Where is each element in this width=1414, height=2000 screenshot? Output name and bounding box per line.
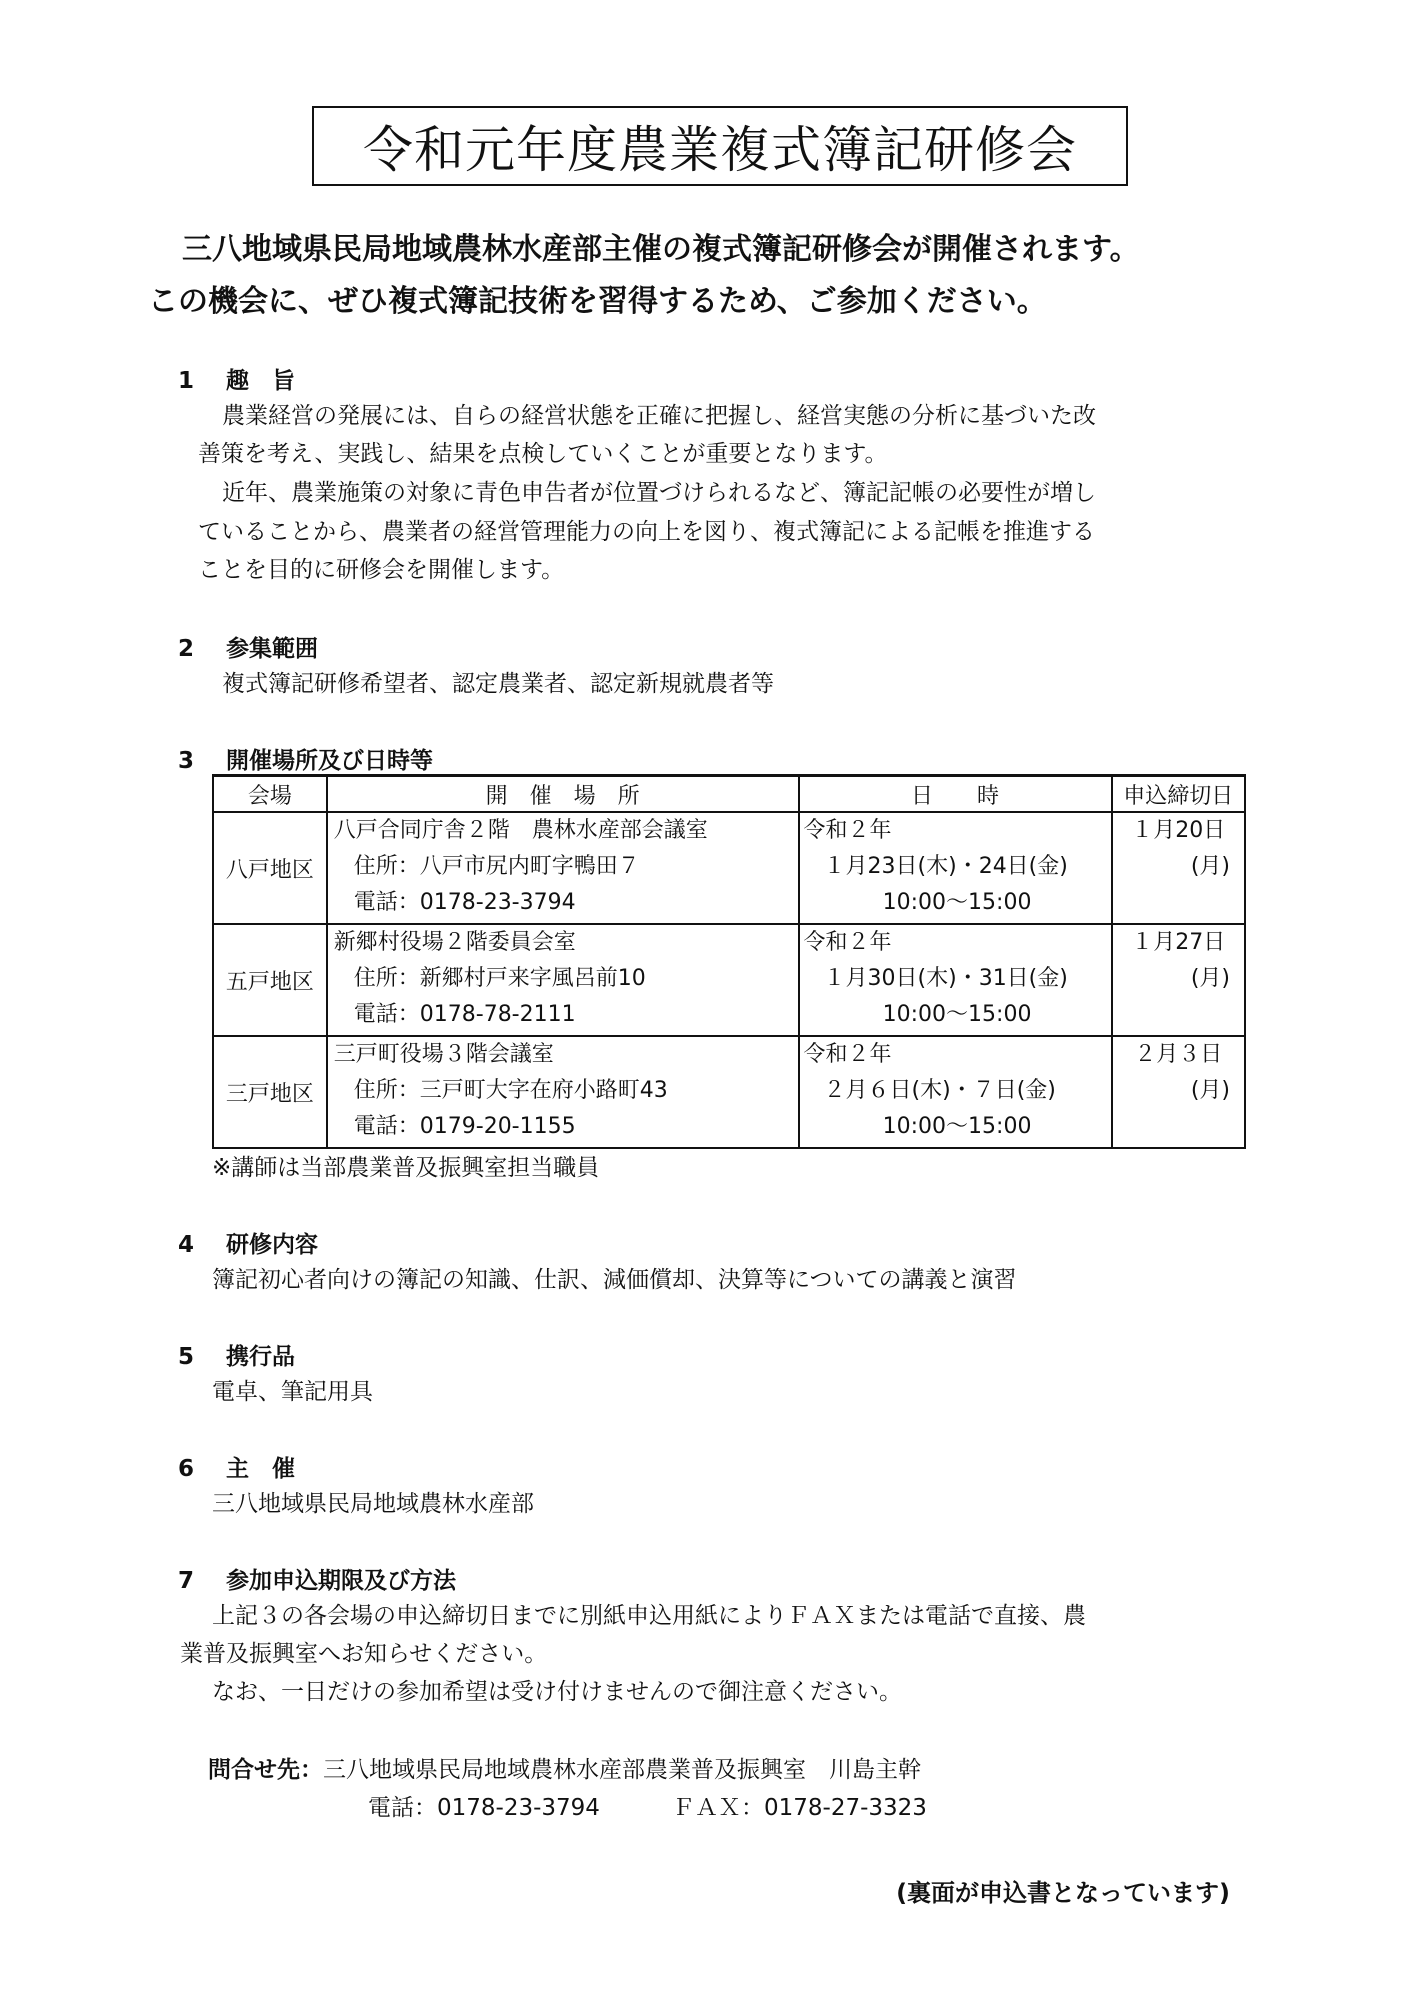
date-days: ２月６日(木)・７日(金) <box>823 1078 1056 1103</box>
date-cell <box>799 812 1112 924</box>
section-3-heading <box>178 742 433 775</box>
place-address: 住所：三戸町大字在府小路町43 <box>353 1078 668 1103</box>
section-1-line-3: 近年、農業施策の対象に青色申告者が位置づけられるなど、簿記記帳の必要性が増し <box>222 480 1096 506</box>
section-7-line-2: 業普及振興室へお知らせください。 <box>180 1641 548 1667</box>
section-title: 主 催 <box>226 1456 295 1482</box>
section-6-text: 三八地域県民局地域農林水産部 <box>212 1491 534 1517</box>
deadline-date: １月27日 <box>1131 930 1226 955</box>
title-box <box>312 106 1128 186</box>
place-phone: 電話：0178-23-3794 <box>353 890 576 915</box>
section-6-heading <box>178 1450 295 1483</box>
section-7-heading <box>178 1562 456 1595</box>
deadline-cell <box>1112 1036 1245 1148</box>
area-cell: 八戸地区 <box>213 812 327 924</box>
section-number: 7 <box>178 1568 195 1594</box>
section-title: 研修内容 <box>226 1232 318 1258</box>
header-deadline: 申込締切日 <box>1112 776 1245 813</box>
section-number: 4 <box>178 1232 195 1258</box>
place-address: 住所：八戸市尻内町字鴨田７ <box>353 854 640 879</box>
deadline-weekday: (月) <box>1190 1078 1230 1103</box>
area-cell: 三戸地区 <box>213 1036 327 1148</box>
section-1-line-5: ことを目的に研修会を開催します。 <box>198 557 565 583</box>
intro-line-1: 三八地域県民局地域農林水産部主催の複式簿記研修会が開催されます。 <box>182 232 1140 267</box>
place-address: 住所：新郷村戸来字風呂前10 <box>353 966 646 991</box>
section-1-line-2: 善策を考え、実践し、結果を点検していくことが重要となります。 <box>198 441 888 467</box>
header-datetime: 日 時 <box>799 776 1112 813</box>
section-1-line-1: 農業経営の発展には、自らの経営状態を正確に把握し、経営実態の分析に基づいた改 <box>222 403 1096 429</box>
deadline-cell <box>1112 812 1245 924</box>
table-header-row <box>213 776 1245 813</box>
area-cell: 五戸地区 <box>213 924 327 1036</box>
date-cell <box>799 1036 1112 1148</box>
schedule-table <box>212 774 1246 1149</box>
deadline-date: １月20日 <box>1131 818 1226 843</box>
intro-line-2: この機会に、ぜひ複式簿記技術を習得するため、ご参加ください。 <box>148 284 1047 319</box>
place-name: 八戸合同庁舎２階 農林水産部会議室 <box>333 818 708 843</box>
section-4-heading <box>178 1226 318 1259</box>
date-days: １月30日(木)・31日(金) <box>823 966 1068 991</box>
date-era: 令和２年 <box>803 818 892 843</box>
table-row <box>213 1036 1245 1148</box>
section-title: 参集範囲 <box>226 636 318 662</box>
contact-line <box>208 1752 921 1788</box>
section-1-line-4: ていることから、農業者の経営管理能力の向上を図り、複式簿記による記帳を推進する <box>198 519 1095 545</box>
date-cell <box>799 924 1112 1036</box>
section-1-heading <box>178 362 295 395</box>
table-note: ※講師は当部農業普及振興室担当職員 <box>212 1155 600 1181</box>
place-phone: 電話：0179-20-1155 <box>353 1114 576 1139</box>
section-number: 1 <box>178 368 195 394</box>
section-5-text: 電卓、筆記用具 <box>212 1379 373 1405</box>
table-row <box>213 812 1245 924</box>
date-time: 10:00～15:00 <box>882 890 1032 915</box>
place-cell <box>327 812 799 924</box>
place-cell <box>327 1036 799 1148</box>
page-title: 令和元年度農業複式簿記研修会 <box>363 121 1077 179</box>
section-2-heading <box>178 630 318 663</box>
section-7-line-3: なお、一日だけの参加希望は受け付けませんので御注意ください。 <box>212 1679 902 1705</box>
date-time: 10:00～15:00 <box>882 1114 1032 1139</box>
header-place: 開 催 場 所 <box>327 776 799 813</box>
section-number: 2 <box>178 636 195 662</box>
date-days: １月23日(木)・24日(金) <box>823 854 1068 879</box>
section-4-text: 簿記初心者向けの簿記の知識、仕訳、減価償却、決算等についての講義と演習 <box>212 1267 1017 1293</box>
section-title: 携行品 <box>226 1344 295 1370</box>
section-title: 開催場所及び日時等 <box>226 748 433 774</box>
table-row <box>213 924 1245 1036</box>
deadline-cell <box>1112 924 1245 1036</box>
section-5-heading <box>178 1338 295 1371</box>
deadline-date: ２月３日 <box>1134 1042 1223 1067</box>
contact-phone: 電話：0178-23-3794 <box>368 1795 600 1821</box>
place-name: 三戸町役場３階会議室 <box>333 1042 554 1067</box>
place-name: 新郷村役場２階委員会室 <box>333 930 576 955</box>
contact-label: 問合せ先： <box>208 1757 323 1783</box>
place-phone: 電話：0178-78-2111 <box>353 1002 576 1027</box>
section-number: 6 <box>178 1456 195 1482</box>
header-venue: 会場 <box>213 776 327 813</box>
deadline-weekday: (月) <box>1190 966 1230 991</box>
section-number: 3 <box>178 748 195 774</box>
section-number: 5 <box>178 1344 195 1370</box>
section-7-line-1: 上記３の各会場の申込締切日までに別紙申込用紙によりＦＡＸまたは電話で直接、農 <box>212 1603 1086 1629</box>
section-title: 参加申込期限及び方法 <box>226 1568 456 1594</box>
deadline-weekday: (月) <box>1190 854 1230 879</box>
section-2-text: 複式簿記研修希望者、認定農業者、認定新規就農者等 <box>222 671 774 697</box>
contact-office: 三八地域県民局地域農林水産部農業普及振興室 川島主幹 <box>323 1757 921 1783</box>
contact-fax: ＦＡＸ：0178-27-3323 <box>672 1795 927 1821</box>
date-era: 令和２年 <box>803 930 892 955</box>
back-side-note: (裏面が申込書となっています) <box>896 1879 1230 1907</box>
section-title: 趣 旨 <box>226 368 295 394</box>
date-era: 令和２年 <box>803 1042 892 1067</box>
date-time: 10:00～15:00 <box>882 1002 1032 1027</box>
place-cell <box>327 924 799 1036</box>
